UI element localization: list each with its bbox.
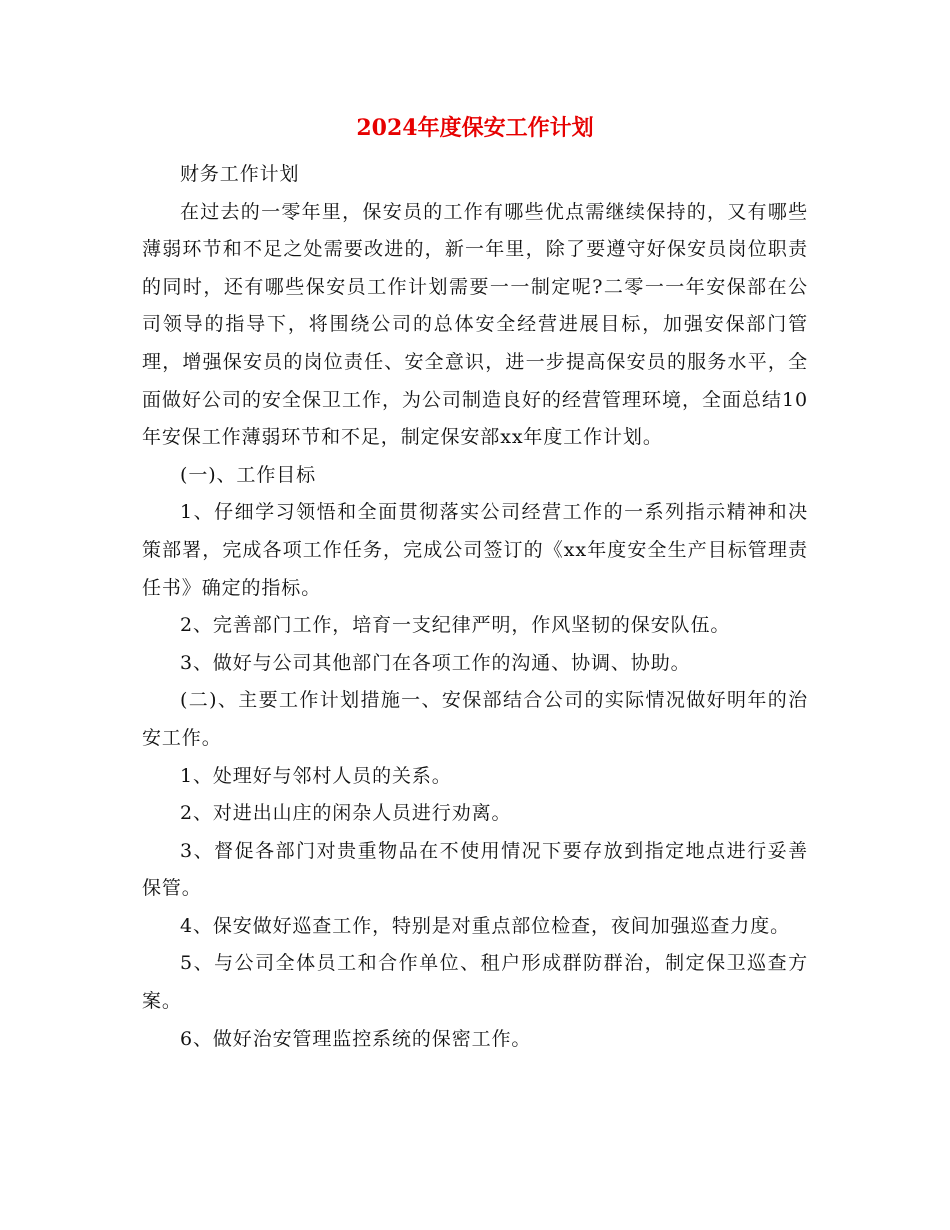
section-heading: (一)、工作目标 (180, 463, 317, 486)
list-item: 2、完善部门工作，培育一支纪律严明，作风坚韧的保安队伍。 (180, 614, 731, 637)
list-item: 1、处理好与邻村人员的关系。 (180, 764, 452, 787)
list-item: 3、督促各部门对贵重物品在不使用情况下要存放到指定地点进行妥善保管。 (142, 839, 808, 900)
list-item: 4、保安做好巡查工作，特别是对重点部位检查，夜间加强巡查力度。 (180, 914, 790, 937)
document-body (142, 156, 808, 1058)
document-title: 2024年度保安工作计划 (356, 115, 594, 141)
intro-paragraph: 在过去的一零年里，保安员的工作有哪些优点需继续保持的，又有哪些薄弱环节和不足之处需要改进的，新一年里，除了要遵守好保安员岗位职责的同时，还有哪些保安员工作计划需要一一制定呢?二零一一年安保部在公司领导的指导下，将围绕公司的总体安全经营进展目标，加强安保部门管理，增强保安员的岗位责任、安全意识，进一步提高保安员的服务水平，全面做好公司的安全保卫工作，为公司制造良好的经营管理环境，全面总结10年安保工作薄弱环节和不足，制定保安部xx年度工作计划。 (142, 200, 808, 449)
list-item: 5、与公司全体员工和合作单位、租户形成群防群治，制定保卫巡查方案。 (142, 952, 808, 1013)
section-heading: 财务工作计划 (180, 163, 300, 185)
list-item: 6、做好治安管理监控系统的保密工作。 (180, 1027, 532, 1050)
list-item: 1、仔细学习领悟和全面贯彻落实公司经营工作的一系列指示精神和决策部署，完成各项工作任务，完成公司签订的《xx年度安全生产目标管理责任书》确定的指标。 (142, 501, 808, 599)
list-item: 3、做好与公司其他部门在各项工作的沟通、协调、协助。 (180, 651, 691, 674)
section-heading: (二)、主要工作计划措施一、安保部结合公司的实际情况做好明年的治安工作。 (142, 689, 808, 749)
list-item: 2、对进出山庄的闲杂人员进行劝离。 (180, 802, 512, 825)
